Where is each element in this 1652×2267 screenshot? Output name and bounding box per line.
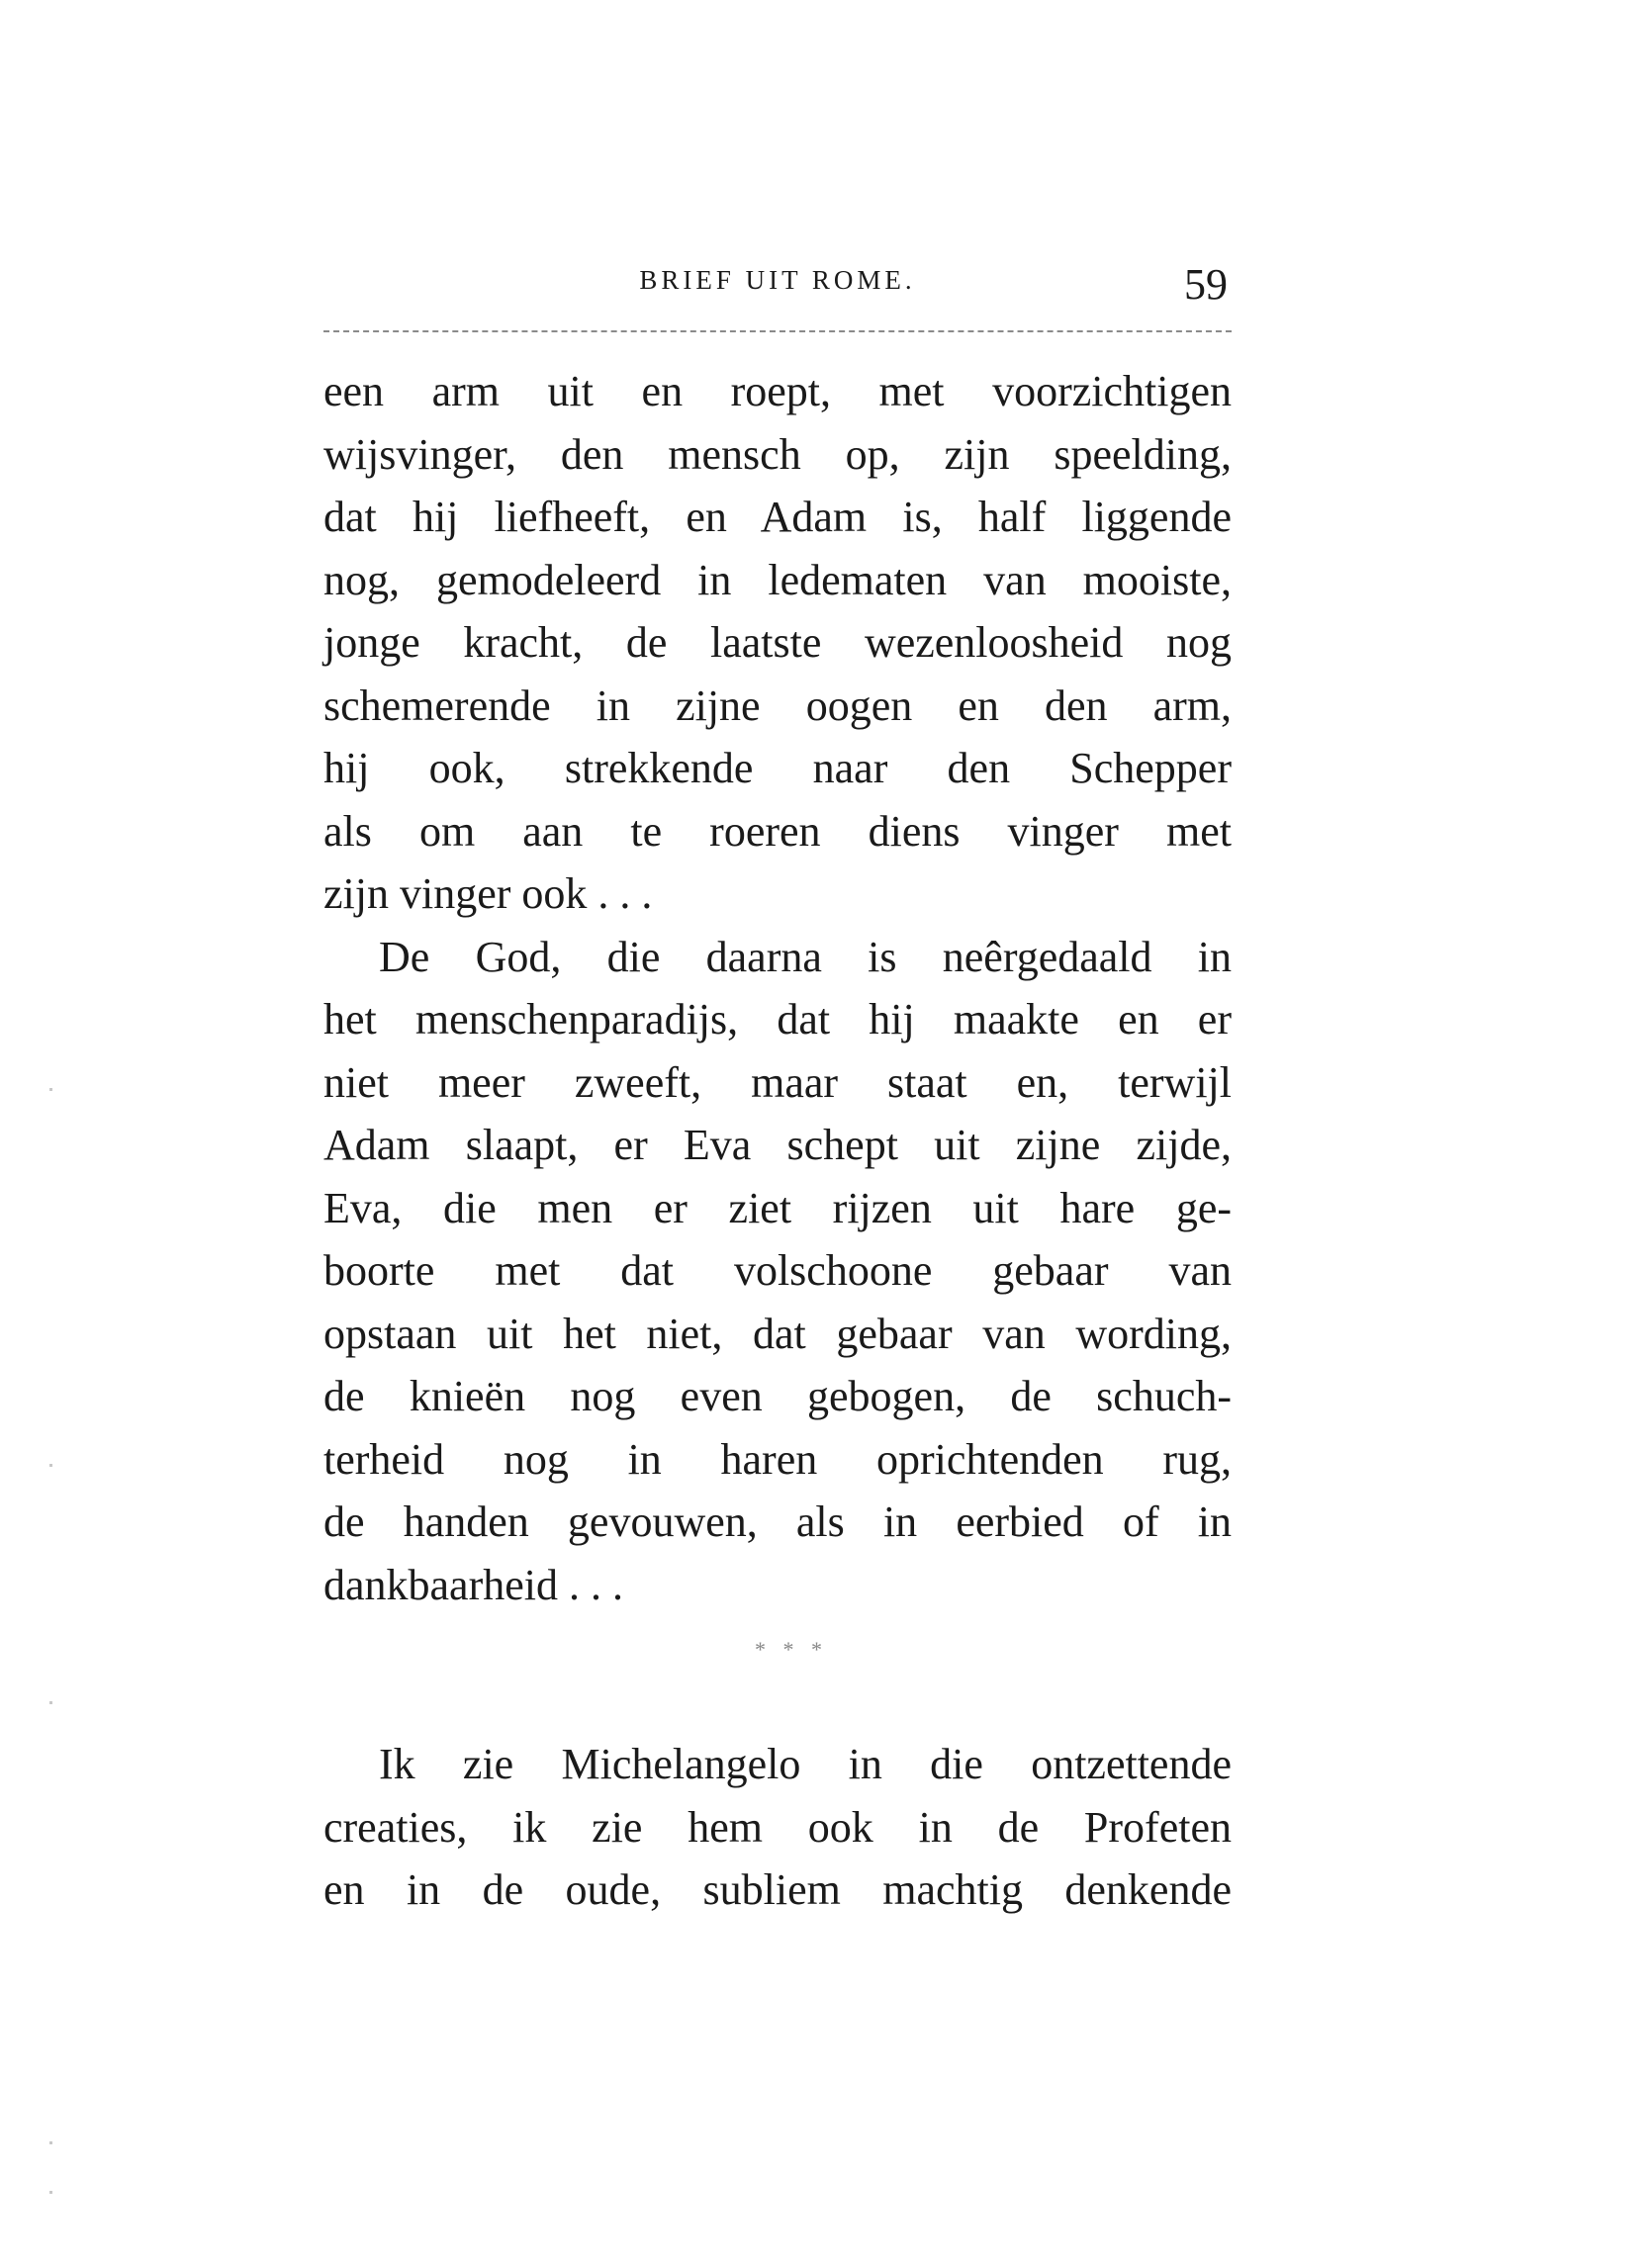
margin-speck	[49, 1701, 52, 1704]
text-line: opstaan uit het niet, dat gebaar van wording,	[323, 1309, 1232, 1358]
running-title: BRIEF UIT ROME.	[639, 265, 916, 295]
text-line: wijsvinger, den mensch op, zijn speelding,	[323, 429, 1232, 479]
text-line: als om aan te roeren diens vinger met	[323, 806, 1232, 856]
text-line: creaties, ik zie hem ook in de Profeten	[323, 1802, 1232, 1852]
text-line: de handen gevouwen, als in eerbied of in	[323, 1497, 1232, 1546]
text-line: het menschenparadijs, dat hij maakte en er	[323, 995, 1232, 1043]
running-head	[323, 259, 1232, 311]
text-line: schemerende in zijne oogen en den arm,	[323, 680, 1232, 730]
text-line: hij ook, strekkende naar den Schepper	[323, 744, 1232, 792]
margin-speck	[49, 1464, 52, 1467]
text-line: en in de oude, subliem machtig denkende	[323, 1865, 1232, 1914]
header-rule	[323, 330, 1232, 332]
text-line: Adam slaapt, er Eva schept uit zijne zijde,	[323, 1121, 1232, 1169]
page-number: 59	[1184, 260, 1228, 309]
text-line: zijn vinger ook . . .	[323, 869, 653, 918]
text-line: dankbaarheid . . .	[323, 1560, 623, 1609]
margin-speck	[49, 1088, 52, 1091]
margin-speck	[49, 2191, 52, 2194]
main-text	[323, 360, 1232, 1616]
section-text	[323, 1733, 1232, 1922]
text-line: jonge kracht, de laatste wezenloosheid nog	[323, 618, 1232, 667]
text-line: de knieën nog even gebogen, de schuch-	[323, 1372, 1232, 1420]
section-ornament: * * *	[755, 1637, 828, 1662]
text-line: Ik zie Michelangelo in die ontzettende	[379, 1740, 1232, 1788]
text-line: niet meer zweeft, maar staat en, terwijl	[323, 1057, 1232, 1107]
text-line: een arm uit en roept, met voorzichtigen	[323, 367, 1232, 415]
text-line: dat hij liefheeft, en Adam is, half liggende	[323, 493, 1232, 541]
text-line: terheid nog in haren oprichtenden rug,	[323, 1434, 1232, 1484]
text-line: Eva, die men er ziet rijzen uit hare ge-	[323, 1183, 1232, 1232]
text-line: De God, die daarna is neêrgedaald in	[379, 932, 1232, 981]
margin-speck	[49, 2141, 52, 2144]
text-line: boorte met dat volschoone gebaar van	[323, 1246, 1232, 1295]
text-line: nog, gemodeleerd in ledematen van mooiste,	[323, 555, 1232, 604]
